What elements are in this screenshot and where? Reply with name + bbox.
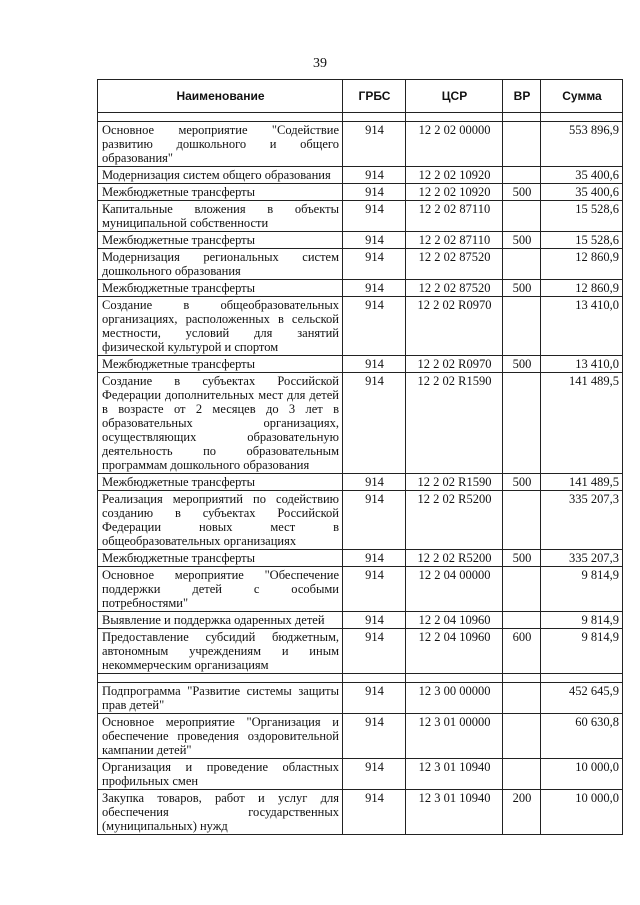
cell-vr	[503, 297, 541, 356]
cell-sum: 141 489,5	[541, 373, 623, 474]
spacer-cell	[541, 674, 623, 683]
header-name: Наименование	[98, 80, 343, 113]
cell-sum: 9 814,9	[541, 612, 623, 629]
cell-vr	[503, 491, 541, 550]
cell-sum: 335 207,3	[541, 491, 623, 550]
cell-name: Межбюджетные трансферты	[98, 232, 343, 249]
cell-sum: 9 814,9	[541, 567, 623, 612]
cell-name: Реализация мероприятий по содействию созданию в субъектах Российской Федерации новых мест в общеобразовательных организациях	[98, 491, 343, 550]
cell-vr	[503, 759, 541, 790]
cell-vr: 500	[503, 232, 541, 249]
cell-sum: 452 645,9	[541, 683, 623, 714]
spacer-cell	[541, 113, 623, 122]
cell-sum: 15 528,6	[541, 232, 623, 249]
table-row	[98, 759, 623, 790]
cell-name: Межбюджетные трансферты	[98, 550, 343, 567]
cell-grbs: 914	[343, 714, 406, 759]
cell-name: Капитальные вложения в объекты муниципальной собственности	[98, 201, 343, 232]
cell-csr: 12 2 02 87520	[406, 249, 503, 280]
cell-csr: 12 2 02 87110	[406, 232, 503, 249]
cell-csr: 12 2 02 10920	[406, 167, 503, 184]
cell-name: Модернизация региональных систем дошкольного образования	[98, 249, 343, 280]
table-row	[98, 201, 623, 232]
cell-vr	[503, 567, 541, 612]
cell-grbs: 914	[343, 167, 406, 184]
cell-name: Основное мероприятие "Содействие развитию дошкольного и общего образования"	[98, 122, 343, 167]
spacer-cell	[343, 674, 406, 683]
cell-vr: 600	[503, 629, 541, 674]
cell-grbs: 914	[343, 373, 406, 474]
cell-sum: 15 528,6	[541, 201, 623, 232]
spacer-row	[98, 674, 623, 683]
cell-csr: 12 2 04 10960	[406, 629, 503, 674]
cell-grbs: 914	[343, 122, 406, 167]
cell-sum: 35 400,6	[541, 184, 623, 201]
table-row	[98, 184, 623, 201]
cell-grbs: 914	[343, 612, 406, 629]
table-row	[98, 167, 623, 184]
cell-name: Основное мероприятие "Обеспечение поддержки детей с особыми потребностями"	[98, 567, 343, 612]
spacer-row	[98, 113, 623, 122]
cell-vr: 500	[503, 474, 541, 491]
cell-name: Подпрограмма "Развитие системы защиты прав детей"	[98, 683, 343, 714]
cell-name: Предоставление субсидий бюджетным, автономным учреждениям и иным некоммерческим организациям	[98, 629, 343, 674]
cell-name: Выявление и поддержка одаренных детей	[98, 612, 343, 629]
cell-vr	[503, 714, 541, 759]
cell-grbs: 914	[343, 567, 406, 612]
cell-csr: 12 3 01 00000	[406, 714, 503, 759]
spacer-cell	[406, 113, 503, 122]
cell-vr: 500	[503, 356, 541, 373]
table-row	[98, 280, 623, 297]
cell-grbs: 914	[343, 184, 406, 201]
table-row	[98, 567, 623, 612]
spacer-cell	[503, 113, 541, 122]
cell-grbs: 914	[343, 683, 406, 714]
cell-sum: 10 000,0	[541, 790, 623, 835]
cell-name: Основное мероприятие "Организация и обеспечение проведения оздоровительной кампании детей"	[98, 714, 343, 759]
cell-grbs: 914	[343, 356, 406, 373]
cell-csr: 12 2 02 R1590	[406, 474, 503, 491]
cell-sum: 9 814,9	[541, 629, 623, 674]
table-row	[98, 373, 623, 474]
cell-sum: 13 410,0	[541, 356, 623, 373]
table-row	[98, 297, 623, 356]
spacer-cell	[503, 674, 541, 683]
table-row	[98, 356, 623, 373]
cell-csr: 12 2 02 R5200	[406, 491, 503, 550]
cell-sum: 13 410,0	[541, 297, 623, 356]
cell-vr	[503, 373, 541, 474]
header-grbs: ГРБС	[343, 80, 406, 113]
cell-sum: 335 207,3	[541, 550, 623, 567]
table-row	[98, 249, 623, 280]
cell-sum: 10 000,0	[541, 759, 623, 790]
cell-vr: 500	[503, 184, 541, 201]
spacer-cell	[406, 674, 503, 683]
cell-grbs: 914	[343, 297, 406, 356]
cell-name: Создание в общеобразовательных организациях, расположенных в сельской местности, условий для занятий физической культурой и спортом	[98, 297, 343, 356]
cell-csr: 12 2 02 10920	[406, 184, 503, 201]
cell-sum: 35 400,6	[541, 167, 623, 184]
budget-table	[97, 79, 623, 835]
cell-vr	[503, 167, 541, 184]
cell-vr: 500	[503, 550, 541, 567]
table-row	[98, 122, 623, 167]
cell-grbs: 914	[343, 249, 406, 280]
cell-name: Межбюджетные трансферты	[98, 280, 343, 297]
cell-sum: 141 489,5	[541, 474, 623, 491]
table-row	[98, 474, 623, 491]
cell-grbs: 914	[343, 629, 406, 674]
cell-name: Закупка товаров, работ и услуг для обеспечения государственных (муниципальных) нужд	[98, 790, 343, 835]
cell-sum: 12 860,9	[541, 280, 623, 297]
page-number: 39	[313, 56, 327, 71]
cell-vr	[503, 122, 541, 167]
cell-name: Организация и проведение областных профильных смен	[98, 759, 343, 790]
table-body	[98, 113, 623, 835]
cell-grbs: 914	[343, 759, 406, 790]
cell-sum: 12 860,9	[541, 249, 623, 280]
cell-csr: 12 2 02 87110	[406, 201, 503, 232]
cell-vr	[503, 249, 541, 280]
spacer-cell	[98, 674, 343, 683]
table-row	[98, 790, 623, 835]
cell-grbs: 914	[343, 550, 406, 567]
cell-csr: 12 2 04 10960	[406, 612, 503, 629]
table-row	[98, 232, 623, 249]
table-row	[98, 683, 623, 714]
header-vr: ВР	[503, 80, 541, 113]
cell-csr: 12 2 02 R0970	[406, 356, 503, 373]
header-sum: Сумма	[541, 80, 623, 113]
cell-vr: 200	[503, 790, 541, 835]
table-row	[98, 550, 623, 567]
table-row	[98, 612, 623, 629]
cell-grbs: 914	[343, 790, 406, 835]
cell-csr: 12 3 01 10940	[406, 790, 503, 835]
cell-vr: 500	[503, 280, 541, 297]
cell-csr: 12 3 01 10940	[406, 759, 503, 790]
cell-name: Межбюджетные трансферты	[98, 184, 343, 201]
cell-csr: 12 2 02 00000	[406, 122, 503, 167]
cell-grbs: 914	[343, 280, 406, 297]
cell-vr	[503, 683, 541, 714]
cell-sum: 553 896,9	[541, 122, 623, 167]
cell-name: Межбюджетные трансферты	[98, 356, 343, 373]
spacer-cell	[98, 113, 343, 122]
cell-grbs: 914	[343, 474, 406, 491]
table-row	[98, 629, 623, 674]
table-row	[98, 491, 623, 550]
cell-name: Межбюджетные трансферты	[98, 474, 343, 491]
table-header-row	[98, 80, 623, 113]
cell-csr: 12 2 02 R1590	[406, 373, 503, 474]
cell-csr: 12 2 04 00000	[406, 567, 503, 612]
table-row	[98, 714, 623, 759]
cell-vr	[503, 201, 541, 232]
cell-name: Создание в субъектах Российской Федерации дополнительных мест для детей в возрасте от 2 месяцев до 3 лет в образовательных организациях, осуществляющих образовательную деятельность по образовательным программам дошкольного образования	[98, 373, 343, 474]
cell-csr: 12 2 02 87520	[406, 280, 503, 297]
cell-csr: 12 2 02 R0970	[406, 297, 503, 356]
cell-grbs: 914	[343, 201, 406, 232]
cell-csr: 12 2 02 R5200	[406, 550, 503, 567]
cell-csr: 12 3 00 00000	[406, 683, 503, 714]
cell-vr	[503, 612, 541, 629]
cell-sum: 60 630,8	[541, 714, 623, 759]
cell-name: Модернизация систем общего образования	[98, 167, 343, 184]
cell-grbs: 914	[343, 232, 406, 249]
spacer-cell	[343, 113, 406, 122]
cell-grbs: 914	[343, 491, 406, 550]
header-csr: ЦСР	[406, 80, 503, 113]
